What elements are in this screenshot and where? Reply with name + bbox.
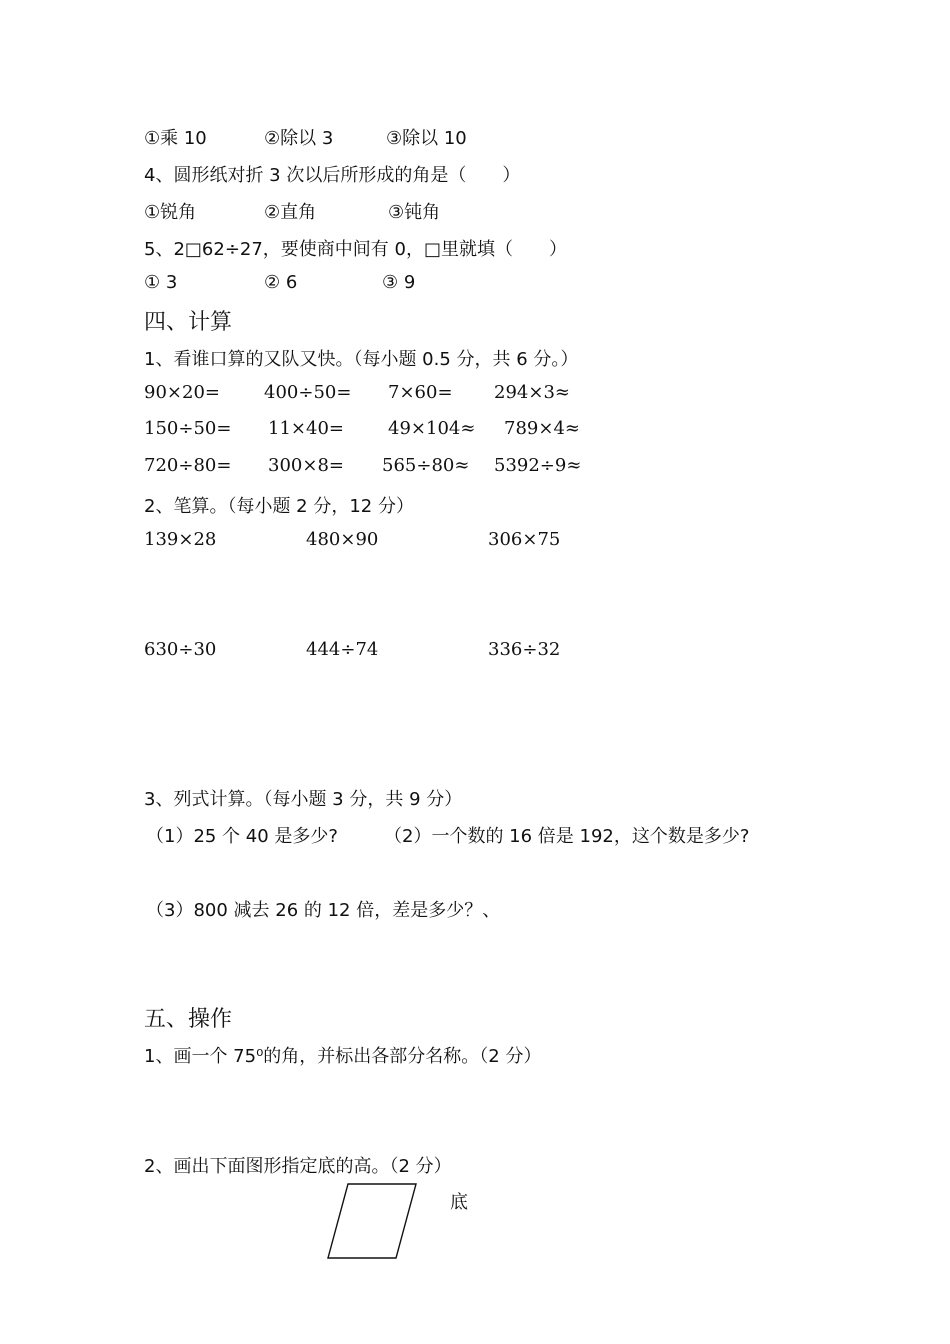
oral-calc-item: 720÷80= (144, 455, 232, 476)
written-calc-item: 306×75 (488, 529, 561, 550)
q4-text: 4、圆形纸对折 3 次以后所形成的角是（ ） (144, 165, 521, 186)
written-calc-item: 336÷32 (488, 639, 561, 660)
oral-calc-item: 11×40= (268, 418, 344, 439)
q4-option-2: ②直角 (264, 202, 317, 223)
oral-calc-item: 300×8= (268, 455, 344, 476)
oral-calc-item: 5392÷9≈ (494, 455, 582, 476)
operation-question-2: 2、画出下面图形指定底的高。（2 分） (144, 1156, 452, 1177)
oral-calc-item: 7×60= (388, 382, 453, 403)
parallelogram-figure (320, 1178, 430, 1264)
oral-calc-item: 150÷50= (144, 418, 232, 439)
written-calc-item: 444÷74 (306, 639, 379, 660)
written-calc-item: 480×90 (306, 529, 379, 550)
q3-option-1: ①乘 10 (144, 128, 207, 149)
oral-calc-item: 49×104≈ (388, 418, 476, 439)
oral-calc-item: 789×4≈ (504, 418, 580, 439)
section-4-sub2-title: 2、笔算。（每小题 2 分，12 分） (144, 496, 414, 517)
formula-question-3: （3）800 减去 26 的 12 倍，差是多少？、 (146, 900, 501, 921)
q5-option-3: ③ 9 (382, 272, 416, 293)
q5-option-2: ② 6 (264, 272, 298, 293)
parallelogram-shape (328, 1184, 416, 1258)
formula-question-2: （2）一个数的 16 倍是 192，这个数是多少? (384, 826, 750, 847)
q5-text: 5、2□62÷27，要使商中间有 0，□里就填（ ） (144, 239, 567, 260)
q4-option-1: ①锐角 (144, 202, 197, 223)
operation-question-1: 1、画一个 75⁰的角，并标出各部分名称。（2 分） (144, 1046, 542, 1067)
formula-question-1: （1）25 个 40 是多少? (146, 826, 338, 847)
q5-option-1: ① 3 (144, 272, 178, 293)
base-label: 底 (450, 1192, 468, 1213)
section-4-sub1-title: 1、看谁口算的又队又快。（每小题 0.5 分，共 6 分。） (144, 349, 579, 370)
written-calc-item: 139×28 (144, 529, 217, 550)
oral-calc-item: 90×20= (144, 382, 220, 403)
section-4-sub3-title: 3、列式计算。（每小题 3 分，共 9 分） (144, 789, 463, 810)
written-calc-item: 630÷30 (144, 639, 217, 660)
q4-option-3: ③钝角 (388, 202, 441, 223)
q3-option-3: ③除以 10 (386, 128, 467, 149)
section-4-title: 四、计算 (144, 310, 233, 335)
section-5-title: 五、操作 (144, 1007, 233, 1032)
q3-option-2: ②除以 3 (264, 128, 334, 149)
oral-calc-item: 565÷80≈ (382, 455, 470, 476)
oral-calc-item: 294×3≈ (494, 382, 570, 403)
oral-calc-item: 400÷50= (264, 382, 352, 403)
